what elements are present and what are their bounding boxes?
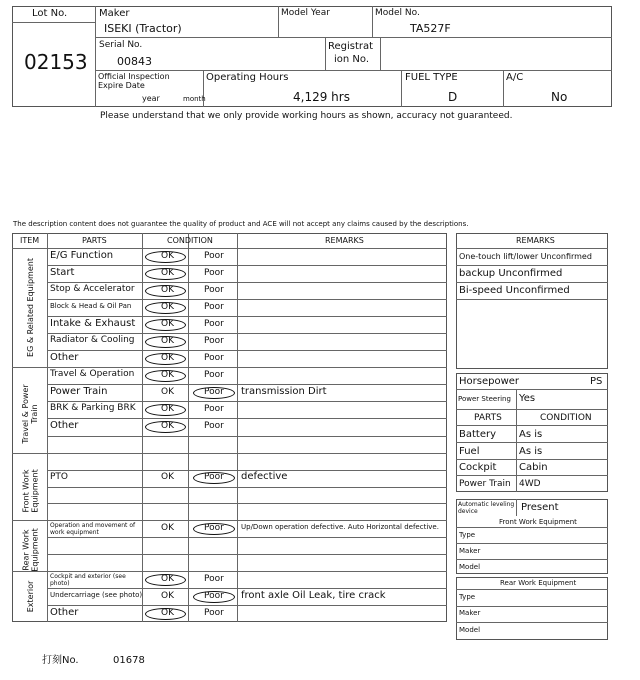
inspection-label-1: Official Inspection (98, 72, 170, 81)
spec-part-value: As is (519, 446, 543, 457)
model-no-label: Model No. (375, 8, 420, 18)
serial-label: Serial No. (99, 40, 143, 50)
selected-ok-oval (145, 336, 186, 348)
serial-value: 00843 (117, 55, 152, 68)
rear-model-label: Model (459, 626, 481, 634)
stamp-label: 打刻No. (42, 655, 79, 666)
rear-type-label: Type (459, 593, 476, 601)
selected-ok-oval (145, 268, 186, 280)
inspection-label-2: Expire Date (98, 81, 145, 90)
condition-poor[interactable]: Poor (204, 522, 224, 533)
condition-ok[interactable]: OK (161, 352, 174, 363)
lot-number: 02153 (24, 50, 88, 74)
registration-label-2: ion No. (334, 54, 370, 65)
row-part: Block & Head & Oil Pan (50, 302, 132, 310)
year-label: year (142, 94, 160, 103)
spec-part-value: As is (519, 429, 543, 440)
condition-poor[interactable]: Poor (204, 284, 224, 295)
condition-poor[interactable]: Poor (204, 573, 224, 584)
remark-line: backup Unconfirmed (459, 268, 563, 279)
category-label: Front Work Equipment (21, 468, 39, 513)
selected-ok-oval (145, 319, 186, 331)
row-part: Start (50, 266, 75, 278)
hours-label: Operating Hours (206, 72, 289, 83)
condition-poor[interactable]: Poor (204, 403, 224, 414)
row-part: PTO (50, 471, 69, 482)
selected-ok-oval (145, 370, 186, 382)
header-item: ITEM (20, 236, 40, 245)
category-label: EG & Related Equipment (25, 257, 35, 357)
remark-line: Bi-speed Unconfirmed (459, 285, 570, 296)
condition-ok[interactable]: OK (161, 369, 174, 380)
auto-level-label-2: device (458, 508, 478, 515)
condition-ok[interactable]: OK (161, 522, 174, 533)
maker-value: ISEKI (Tractor) (104, 22, 182, 35)
condition-poor[interactable]: Poor (204, 421, 224, 431)
remarks-title: REMARKS (516, 236, 555, 245)
ac-label: A/C (506, 72, 524, 83)
condition-poor[interactable]: Poor (204, 301, 224, 312)
condition-ok[interactable]: OK (161, 590, 174, 601)
selected-ok-oval (145, 421, 186, 433)
rear-maker-label: Maker (459, 609, 481, 617)
condition-ok[interactable]: OK (161, 607, 174, 618)
maker-label: Maker (99, 8, 130, 19)
condition-ok[interactable]: OK (161, 335, 174, 346)
row-part: Undercarriage (see photo) (50, 591, 143, 599)
header-remarks: REMARKS (325, 236, 364, 245)
condition-ok[interactable]: OK (161, 267, 174, 278)
header-condition: CONDITION (167, 236, 213, 245)
row-part: Operation and movement of work equipment (50, 522, 136, 536)
spec-part-value: Cabin (519, 462, 548, 473)
selected-ok-oval (145, 574, 186, 586)
front-type-label: Type (459, 531, 476, 539)
row-part: Other (50, 420, 79, 431)
front-maker-label: Maker (459, 547, 481, 555)
remark-line: One-touch lift/lower Unconfirmed (459, 252, 592, 261)
front-model-label: Model (459, 563, 481, 571)
front-work-title: Front Work Equipment (499, 518, 577, 526)
category-label: Exterior (25, 580, 35, 612)
selected-poor-oval (193, 591, 235, 603)
selected-poor-oval (193, 523, 235, 535)
condition-poor[interactable]: Poor (204, 590, 224, 601)
stamp-number: 01678 (113, 655, 145, 666)
selected-poor-oval (193, 387, 235, 399)
row-part: Travel & Operation (50, 369, 135, 379)
selected-poor-oval (193, 472, 235, 484)
selected-ok-oval (145, 404, 186, 416)
spec-part-name: Battery (459, 429, 497, 440)
condition-poor[interactable]: Poor (204, 369, 224, 380)
spec-part-name: Power Train (459, 479, 511, 489)
category-label: Travel & Power Train (21, 384, 39, 444)
month-label: month (183, 95, 206, 103)
condition-ok[interactable]: OK (161, 573, 174, 584)
model-no-value: TA527F (410, 22, 451, 35)
row-part: Cockpit and exterior (see photo) (50, 573, 126, 587)
condition-ok[interactable]: OK (161, 318, 174, 329)
registration-label-1: Registrat (328, 41, 374, 52)
fuel-label: FUEL TYPE (405, 72, 458, 83)
condition-poor[interactable]: Poor (204, 607, 224, 618)
hours-value: 4,129 hrs (293, 90, 350, 104)
row-part: Power Train (50, 385, 108, 397)
disclaimer: The description content does not guarantee the quality of product and ACE will not accept any claims caused by the descriptions. (13, 220, 469, 228)
spec-condition-header: CONDITION (540, 413, 592, 423)
ac-value: No (551, 90, 568, 104)
row-part: Intake & Exhaust (50, 317, 136, 329)
power-steering-label: Power Steering (458, 395, 511, 403)
row-remark: defective (241, 471, 288, 482)
row-part: BRK & Parking BRK (50, 403, 136, 413)
row-remark: front axle Oil Leak, tire crack (241, 589, 386, 601)
condition-ok[interactable]: OK (161, 421, 174, 431)
spec-part-name: Cockpit (459, 462, 497, 473)
condition-ok[interactable]: OK (161, 250, 174, 261)
spec-part-name: Fuel (459, 446, 480, 457)
condition-ok[interactable]: OK (161, 472, 174, 482)
selected-ok-oval (145, 285, 186, 297)
condition-poor[interactable]: Poor (204, 335, 224, 346)
row-part: Radiator & Cooling (50, 335, 135, 345)
condition-ok[interactable]: OK (161, 301, 174, 312)
row-part: Other (50, 351, 79, 363)
condition-poor[interactable]: Poor (204, 250, 224, 261)
header-parts: PARTS (82, 236, 107, 245)
condition-ok[interactable]: OK (161, 284, 174, 295)
row-part: E/G Function (50, 249, 114, 261)
lot-label: Lot No. (32, 8, 68, 19)
power-steering-value: Yes (519, 393, 536, 404)
horsepower-unit: PS (590, 376, 603, 387)
selected-ok-oval (145, 251, 186, 263)
condition-poor[interactable]: Poor (204, 267, 224, 278)
condition-poor[interactable]: Poor (204, 318, 224, 329)
horsepower-label: Horsepower (459, 376, 520, 387)
auto-level-value: Present (521, 502, 559, 513)
fuel-value: D (448, 90, 458, 104)
auto-level-label-1: Automatic leveling (458, 501, 515, 508)
model-year-label: Model Year (281, 8, 330, 18)
selected-ok-oval (145, 302, 186, 314)
spec-parts-header: PARTS (474, 413, 502, 423)
row-remark: Up/Down operation defective. Auto Horizontal defective. (241, 523, 439, 531)
selected-ok-oval (145, 608, 186, 620)
row-remark: transmission Dirt (241, 385, 327, 397)
condition-ok[interactable]: OK (161, 386, 174, 397)
row-part: Stop & Accelerator (50, 284, 135, 294)
spec-part-value: 4WD (519, 479, 541, 489)
row-part: Other (50, 606, 79, 618)
condition-ok[interactable]: OK (161, 403, 174, 414)
rear-work-title: Rear Work Equipment (500, 579, 577, 587)
selected-ok-oval (145, 353, 186, 365)
condition-poor[interactable]: Poor (204, 386, 224, 397)
condition-poor[interactable]: Poor (204, 352, 224, 363)
condition-poor[interactable]: Poor (204, 472, 224, 482)
hours-notice: Please understand that we only provide working hours as shown, accuracy not guaranteed. (100, 111, 513, 121)
category-label: Rear Work Equipment (21, 527, 39, 572)
